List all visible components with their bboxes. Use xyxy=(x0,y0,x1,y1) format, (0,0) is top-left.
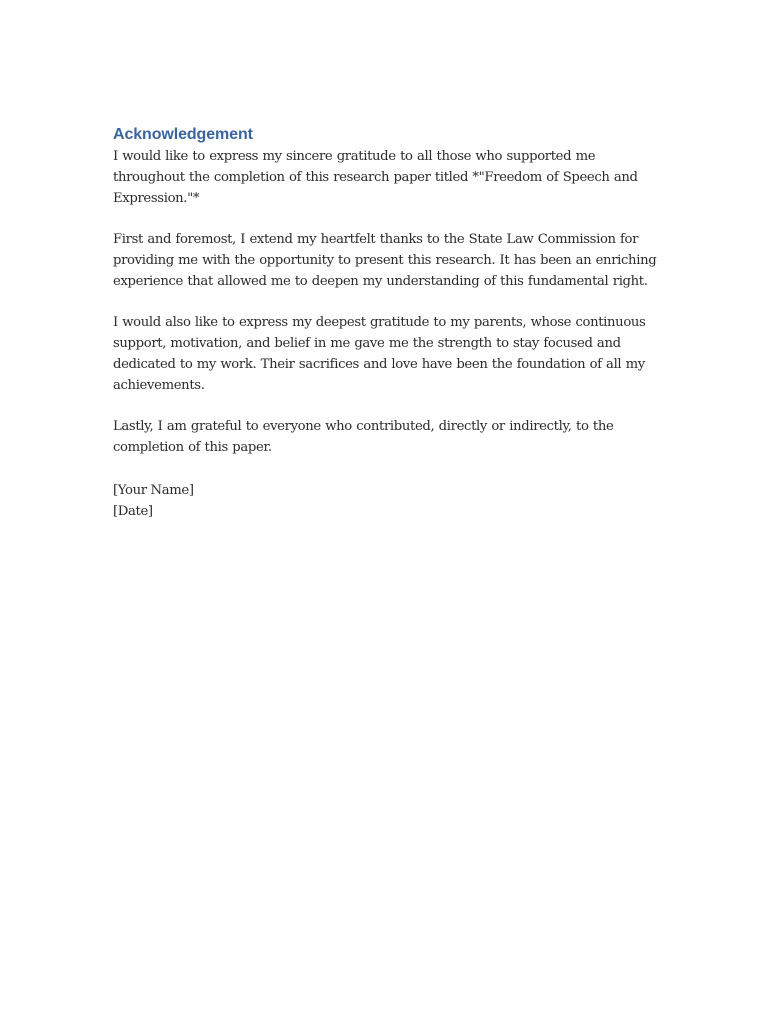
signature-date: [Date] xyxy=(113,504,153,520)
paragraph-closing: Lastly, I am grateful to everyone who contributed, directly or indirectly, to the completion of this paper. xyxy=(113,419,614,456)
document-body xyxy=(113,124,661,523)
paragraph-commission: First and foremost, I extend my heartfelt thanks to the State Law Commission for providing me with the opportunity to present this research. It has been an enriching experience that allowed me to deepen my understanding of this fundamental right. xyxy=(113,232,657,289)
acknowledgement-heading: Acknowledgement xyxy=(113,126,253,143)
paragraph-parents: I would also like to express my deepest gratitude to my parents, whose continuous support, motivation, and belief in me gave me the strength to stay focused and dedicated to my work. Their sacrifices and love have been the foundation of all my achievements. xyxy=(113,315,646,393)
paragraph-intro: I would like to express my sincere gratitude to all those who supported me throughout the completion of this research paper titled *"Freedom of Speech and Expression."* xyxy=(113,149,638,206)
signature-name: [Your Name] xyxy=(113,482,194,498)
